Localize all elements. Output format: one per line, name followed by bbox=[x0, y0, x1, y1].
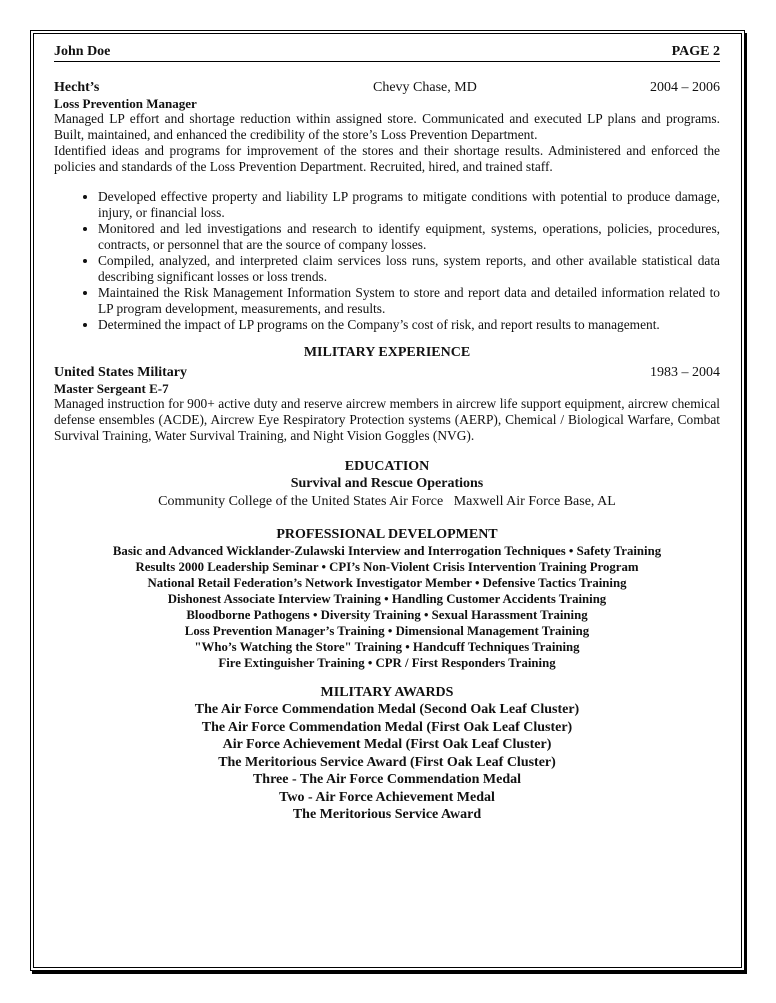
list-item: National Retail Federation’s Network Investigator Member • Defensive Tactics Training bbox=[147, 576, 627, 590]
professional-development-list bbox=[54, 543, 720, 671]
header-page-number: PAGE 2 bbox=[671, 44, 720, 59]
list-item: • Maintained the Risk Management Information System to store and report data and detailed information related to LP program development, measurements, and results. bbox=[98, 285, 720, 317]
list-item: Results 2000 Leadership Seminar • CPI’s Non-Violent Crisis Intervention Training Program bbox=[135, 560, 639, 574]
military-org: United States Military bbox=[54, 365, 187, 380]
education-school: Community College of the United States Air Force Maxwell Air Force Base, AL bbox=[158, 494, 616, 509]
list-item: The Air Force Commendation Medal (First Oak Leaf Cluster) bbox=[201, 719, 573, 735]
job-title: Loss Prevention Manager bbox=[54, 96, 197, 111]
list-item: • Monitored and led investigations and research to identify equipment, systems, operations, policies, procedures, contracts, or personnel that are the source of company losses. bbox=[98, 221, 720, 253]
job-summary-1: Managed LP effort and shortage reduction within assigned store. Communicated and executed LP plans and programs. Built, maintained, and enhanced the credibility of the store’s Loss Prevention Department. bbox=[54, 111, 720, 142]
list-item: "Who’s Watching the Store" Training • Handcuff Techniques Training bbox=[194, 640, 580, 654]
military-awards-list bbox=[54, 701, 720, 824]
list-item: • Determined the impact of LP programs on the Company’s cost of risk, and report results to management. bbox=[98, 317, 720, 333]
military-experience-heading: MILITARY EXPERIENCE bbox=[303, 345, 471, 360]
job-heading-row bbox=[54, 80, 720, 96]
list-item: Two - Air Force Achievement Medal bbox=[279, 789, 495, 805]
professional-development-heading: PROFESSIONAL DEVELOPMENT bbox=[276, 527, 498, 542]
header-name: John Doe bbox=[54, 44, 111, 59]
list-item: • Compiled, analyzed, and interpreted claim services loss runs, system reports, and other available statistical data describing significant losses or loss trends. bbox=[98, 253, 720, 285]
job-location: Chevy Chase, MD bbox=[373, 80, 477, 95]
list-item: The Meritorious Service Award bbox=[292, 807, 482, 822]
list-item: Fire Extinguisher Training • CPR / First Responders Training bbox=[218, 656, 556, 670]
military-rank: Master Sergeant E-7 bbox=[54, 381, 169, 396]
military-heading-row bbox=[54, 365, 720, 381]
job-summary-2: Identified ideas and programs for improvement of the stores and their shortage results. Administered and enforced the policies and standards of the Loss Prevention Department. Recruited, hired, and trained staff. bbox=[54, 143, 720, 174]
list-item: Dishonest Associate Interview Training • Handling Customer Accidents Training bbox=[167, 592, 607, 606]
list-item: Loss Prevention Manager’s Training • Dimensional Management Training bbox=[184, 624, 590, 638]
resume-page bbox=[54, 44, 720, 824]
military-dates: 1983 – 2004 bbox=[650, 365, 720, 380]
list-item: Three - The Air Force Commendation Medal bbox=[252, 772, 522, 787]
job-employer: Hecht’s bbox=[54, 80, 100, 95]
job-bullet-list bbox=[54, 189, 720, 333]
job-dates: 2004 – 2006 bbox=[650, 80, 720, 95]
list-item: • Developed effective property and liability LP programs to mitigate conditions with potential to produce damage, injury, or financial loss. bbox=[98, 189, 720, 221]
education-heading: EDUCATION bbox=[344, 459, 430, 474]
list-item: The Air Force Commendation Medal (Second Oak Leaf Cluster) bbox=[194, 702, 580, 717]
page-header bbox=[54, 44, 720, 62]
military-description: Managed instruction for 900+ active duty and reserve aircrew members in aircrew life support equipment, aircrew chemical defense ensembles (ACDE), Aircrew Eye Respiratory Protection systems (AERP), Chemical / Biological Warfare, Combat Survival Training, Water Survival Training, and Night Vision Goggles (NVG). bbox=[54, 396, 720, 443]
list-item: Air Force Achievement Medal (First Oak Leaf Cluster) bbox=[222, 737, 552, 752]
military-awards-heading: MILITARY AWARDS bbox=[320, 685, 454, 700]
education-program: Survival and Rescue Operations bbox=[290, 476, 484, 491]
list-item: Basic and Advanced Wicklander-Zulawski Interview and Interrogation Techniques • Safety Training bbox=[112, 544, 662, 558]
list-item: Bloodborne Pathogens • Diversity Training • Sexual Harassment Training bbox=[186, 608, 588, 622]
list-item: The Meritorious Service Award (First Oak Leaf Cluster) bbox=[218, 754, 556, 770]
